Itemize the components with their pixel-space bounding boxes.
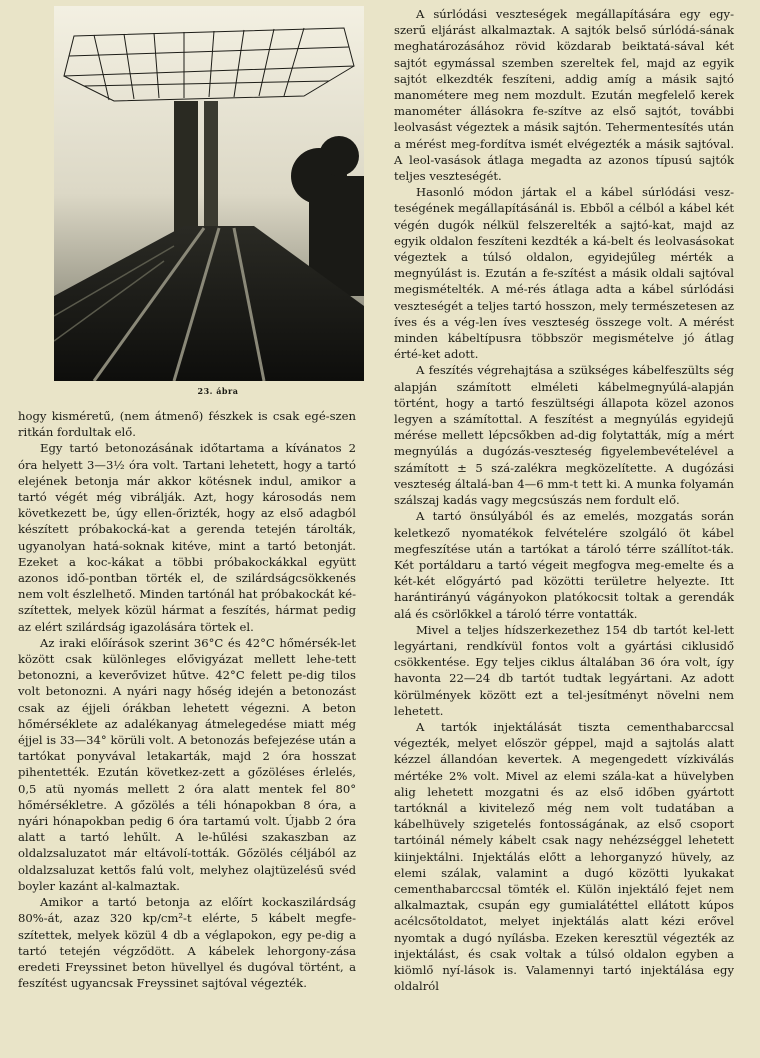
paragraph: Amikor a tartó betonja az előírt kockaszilárdság 80%-át, azaz 320 kp/cm²-t elérte, 5 kábelt megfe-szítettek, melyek közül 4 db a véglapokon, egy pe-dig a tartó tetején végződött. A kábelek lehorgony-zása eredeti Freyssinet beton hüvellyel és dugóval történt, a feszítést ugyancsak Freyssinet sajtóval végezték. <box>18 895 356 991</box>
paragraph: Egy tartó betonozásának időtartama a kívánatos 2 óra helyett 3—3½ óra volt. Tartani lehetett, hogy a tartó elejének betonja már akkor kötésnek indul, amikor a tartó végét még vibrálják. Azt, hogy károsodás nem következett be, úgy ellen-őrizték, hogy az első adagból készített próbakocká-kat a gerenda tetején tárolták, ugyanolyan hatá-soknak kitéve, mint a tartó betonját. Ezeket a koc-kákat a többi próbakockákkal együtt azonos idő-pontban törték el, de szilárdságcsökkenés nem volt észlelhető. Minden tartónál hat próbakockát ké-szítettek, melyek közül hármat a feszítés, hármat pedig az elért szilárdság igazolására törtek el. <box>18 441 356 634</box>
paragraph: A feszítés végrehajtása a szükséges kábelfeszülts ség alapján számított elméleti kábelmegnyúlá-alapján történt, hogy a tartó feszültségi állapota közel azonos legyen a számítottal. A feszítést a megnyúlás egyidejű mérése mellett lépcsőkben ad-dig folytatták, míg a mért megnyúlás a dugózás-veszteség figyelembevételével a számított ± 5 szá-zalékra megközelítette. A dugózási veszteség általá-ban 4—6 mm-t tett ki. A munka folyamán szálszaj kadás vagy megcsúszás nem fordult elő. <box>394 363 734 508</box>
bridge-construction-image <box>54 6 364 381</box>
paragraph: hogy kisméretű, (nem átmenő) fészkek is csak egé-szen ritkán fordultak elő. <box>18 409 356 440</box>
paragraph: Mivel a teljes hídszerkezethez 154 db tartót kel-lett legyártani, rendkívül fontos volt a gyártási ciklusidő csökkentése. Egy teljes ciklus általában 36 óra volt, így havonta 22—24 db tartót tudtak legyártani. Az adott körülmények között ezt a tel-jesítményt növelni nem lehetett. <box>394 622 734 718</box>
left-column <box>18 408 356 991</box>
paragraph: Hasonló módon jártak el a kábel súrlódási vesz-teségének megállapításánál is. Ebből a célból a kábel két végén dugók nélkül felszerelték a sajtó-kat, majd az egyik oldalon feszíteni kezdték a ká-belt és leolvasásokat végeztek a túlsó oldalon, egyidejűleg mérték a megnyúlást is. Ezután a fe-szítést a másik oldali sajtóval megismételték. A mé-rés átlaga adta a kábel súrlódási veszteségét a teljes tartó hosszon, mely természetesen az íves és a vég-len íves veszteség összege volt. A mérést minden kábeltípusra többször megismételve jó átlag érté-ket adott. <box>394 185 734 362</box>
paragraph: A súrlódási veszteségek megállapítására egy egy-szerű eljárást alkalmaztak. A sajtók belső súrlódá-sának meghatározásához rövid közdarab beiktatá-sával két sajtót egymással szemben szereltek fel, majd az egyik sajtót elkezdték feszíteni, addig amíg a másik sajtó manométere meg nem mozdult. Ezután megfelelő kerek manométer állásokra fe-szítve az első sajtót, további leolvasást végeztek a másik sajtón. Tehermentesítés után a mérést meg-fordítva ismét elvégezték a másik sajtóval. A leol-vasások átlaga megadta az azonos típusú sajtók teljes veszteségét. <box>394 7 734 184</box>
right-column <box>394 6 734 994</box>
paragraph: A tartók injektálását tiszta cementhabarccsal végezték, melyet először géppel, majd a sajtolás alatt kézzel állandóan kevertek. A megengedett vízkiválás mértéke 2% volt. Mivel az elemi szála-kat a hüvelyben alig lehetett mozgatni és az első időben gyártott tartóknál a kivitelező még nem volt tudatában a kábelhüvely szigetelés fontosságának, az első csoport tartóinál némely kábelt csak nagy nehézséggel lehetett kiinjektálni. Injektálás előtt a lehorganyzó hüvely, az elemi szálak, valamint a dugó közötti lyukakat cementhabarccsal tömték el. Külön injektáló fejet nem alkalmaztak, csupán egy gumialátéttel ellátott kúpos acélcsőtoldatot, melyet injektálás alatt kézi erővel nyomtak a dugó nyílásba. Ezeken keresztül végezték az injektálást, és csak voltak a túlsó oldalon egyben a kiömlő nyí-lások is. Valamennyi tartó injektálása egy oldalról <box>394 719 734 994</box>
figure-caption: 23. ábra <box>197 386 239 396</box>
bridge-photo <box>54 6 364 381</box>
paragraph: A tartó önsúlyából és az emelés, mozgatás során keletkező nyomatékok felvételére szolgáló öt kábel megfeszítése után a tartókat a tároló térre szállítot-ták. Két portáldaru a tartó végeit megfogva meg-emelte és a két-két előgyártó pad közötti területre helyezte. Itt harántirányú vágányokon platókocsit toltak a gerendák alá és csörlőkkel a tároló térre vontatták. <box>394 509 734 621</box>
figure <box>18 6 370 396</box>
paragraph: Az iraki előírások szerint 36°C és 42°C hőmérsék-let között csak különleges elővigyázat mellett lehe-tett betonozni, a keverővizet hűtve. 42°C felett pe-dig tilos volt betonozni. A nyári nagy hőség idején a betonozást csak az éjjeli órákban lehetett végezni. A beton hőmérséklete az adalékanyag átmelegedése miatt még éjjel is 33—34° körüli volt. A betonozás befejezése után a tartókat ponyvával letakarták, majd 2 óra hosszat pihentették. Ezután következ-zett a gőzöléses érlelés, 0,5 atü nyomás mellett 2 óra alatt mentek fel 80° hőmérsékletre. A gőzölés a téli hónapokban 8 óra, a nyári hónapokban pedig 6 óra tartamú volt. Újabb 2 óra alatt a tartó lehűlt. A le-hűlési szakaszban az oldalzsaluzatot már eltávolí-tották. Gőzölés céljából az oldalzsaluzat kettős falú volt, melyhez olajtüzelésű svéd boyler kazánt al-kalmaztak. <box>18 635 356 893</box>
